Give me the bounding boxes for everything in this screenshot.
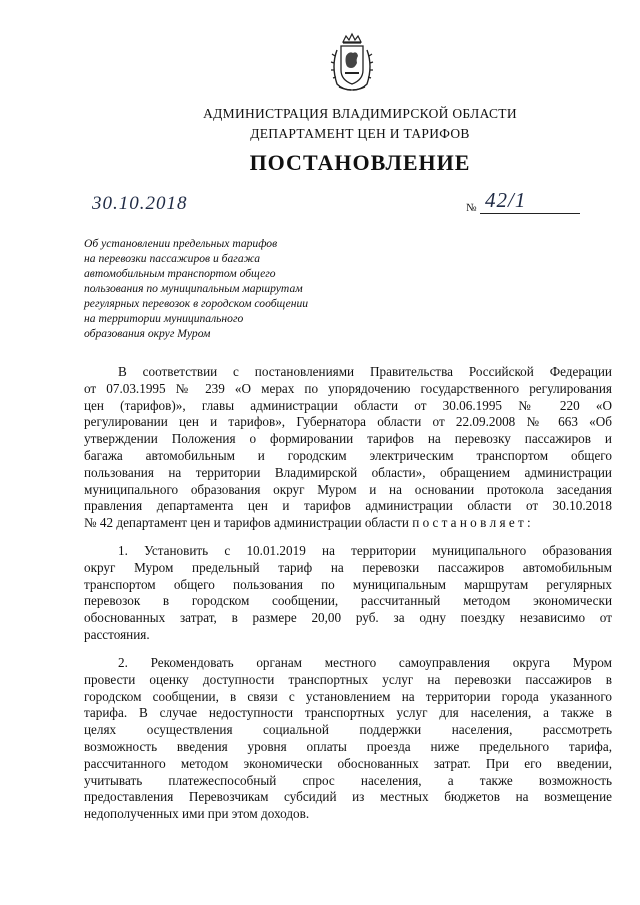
text-line: рассчитанного методом экономически обоснованных затрат. При его введении, xyxy=(84,755,612,771)
text-line: 2. Рекомендовать органам местного самоуправления округа Муром xyxy=(118,655,612,670)
text-line: пользования на территории Владимирской области», обращением администрации xyxy=(84,464,612,480)
text-line: багажа автомобильным и городским электрическим транспортом общего xyxy=(84,447,612,463)
subject-line: пользования по муниципальным маршрутам xyxy=(84,282,303,295)
text-line: учитывать платежеспособный спрос населения, а также возможность xyxy=(84,772,612,788)
text-line: недополученных ими при этом доходов. xyxy=(84,806,310,822)
text-line: В соответствии с постановлениями Правительства Российской Федерации xyxy=(118,364,612,379)
subject-line: регулярных перевозок в городском сообщении xyxy=(84,297,309,310)
organization-name: АДМИНИСТРАЦИЯ ВЛАДИМИРСКОЙ ОБЛАСТИ xyxy=(203,106,517,121)
document-date: 30.10.2018 xyxy=(92,193,188,214)
document-subject xyxy=(84,236,384,341)
text-line: правления департамента цен и тарифов администрации области от 30.10.2018 xyxy=(84,498,612,514)
document-number: 42/1 xyxy=(485,188,527,212)
coat-of-arms-emblem xyxy=(329,32,375,94)
clause-2-paragraph xyxy=(84,655,612,823)
department-name: ДЕПАРТАМЕНТ ЦЕН И ТАРИФОВ xyxy=(250,126,470,141)
text-line: обоснованных затрат, в размере 20,00 руб. за одну поездку независимо от xyxy=(84,610,612,626)
text-line: предоставления Перевозчикам субсидий из местных бюджетов на возмещение xyxy=(84,789,612,805)
subject-line: Об установлении предельных тарифов xyxy=(84,237,278,250)
clause-1-paragraph xyxy=(84,543,612,644)
document-type-title: ПОСТАНОВЛЕНИЕ xyxy=(249,150,471,175)
subject-line: на территории муниципального xyxy=(84,312,244,325)
text-line: округ Муром предельный тариф на перевозки пассажиров автомобильным xyxy=(84,559,612,575)
number-label: № xyxy=(466,202,477,214)
text-line: 1. Установить с 10.01.2019 на территории муниципального образования xyxy=(118,543,612,558)
preamble-paragraph xyxy=(84,364,612,532)
text-line: тарифа. В случае недоступности транспортных услуг для населения, а также в xyxy=(84,705,612,721)
text-line: перевозок в городском сообщении, рассчитанный методом экономически xyxy=(84,593,612,609)
text-line: цен (тарифов)», главы администрации области от 30.06.1995 № 220 «О xyxy=(84,397,612,413)
text-line: городском сообщении, в связи с установлением на территории города указанного xyxy=(84,688,612,704)
text-line: провести оценку доступности транспортных услуг на перевозки пассажиров в xyxy=(84,671,612,687)
text-line: регулировании цен и тарифов», Губернатора области от 22.09.2008 № 663 «Об xyxy=(84,414,612,430)
text-line: утверждении Положения о формировании тарифов на перевозку пассажиров и xyxy=(84,431,612,447)
text-line: целях осуществления социальной поддержки населения, рассмотреть xyxy=(84,722,612,738)
text-line: от 07.03.1995 № 239 «О мерах по упорядочению государственного регулирования xyxy=(84,380,612,396)
number-underline xyxy=(480,213,580,214)
text-line: возможность введения уровня оплаты проезда ниже предельного тарифа, xyxy=(84,738,612,754)
subject-line: образования округ Муром xyxy=(84,327,211,340)
text-line: № 42 департамент цен и тарифов администрации области п о с т а н о в л я е т : xyxy=(84,515,531,531)
text-line: муниципального образования округ Муром и на основании протокола заседания xyxy=(84,481,612,497)
text-line: расстояния. xyxy=(84,626,150,642)
subject-line: автомобильным транспортом общего xyxy=(84,267,276,280)
subject-line: на перевозки пассажиров и багажа xyxy=(84,252,261,265)
text-line: транспортом общего пользования по муниципальным маршрутам регулярных xyxy=(84,576,612,592)
